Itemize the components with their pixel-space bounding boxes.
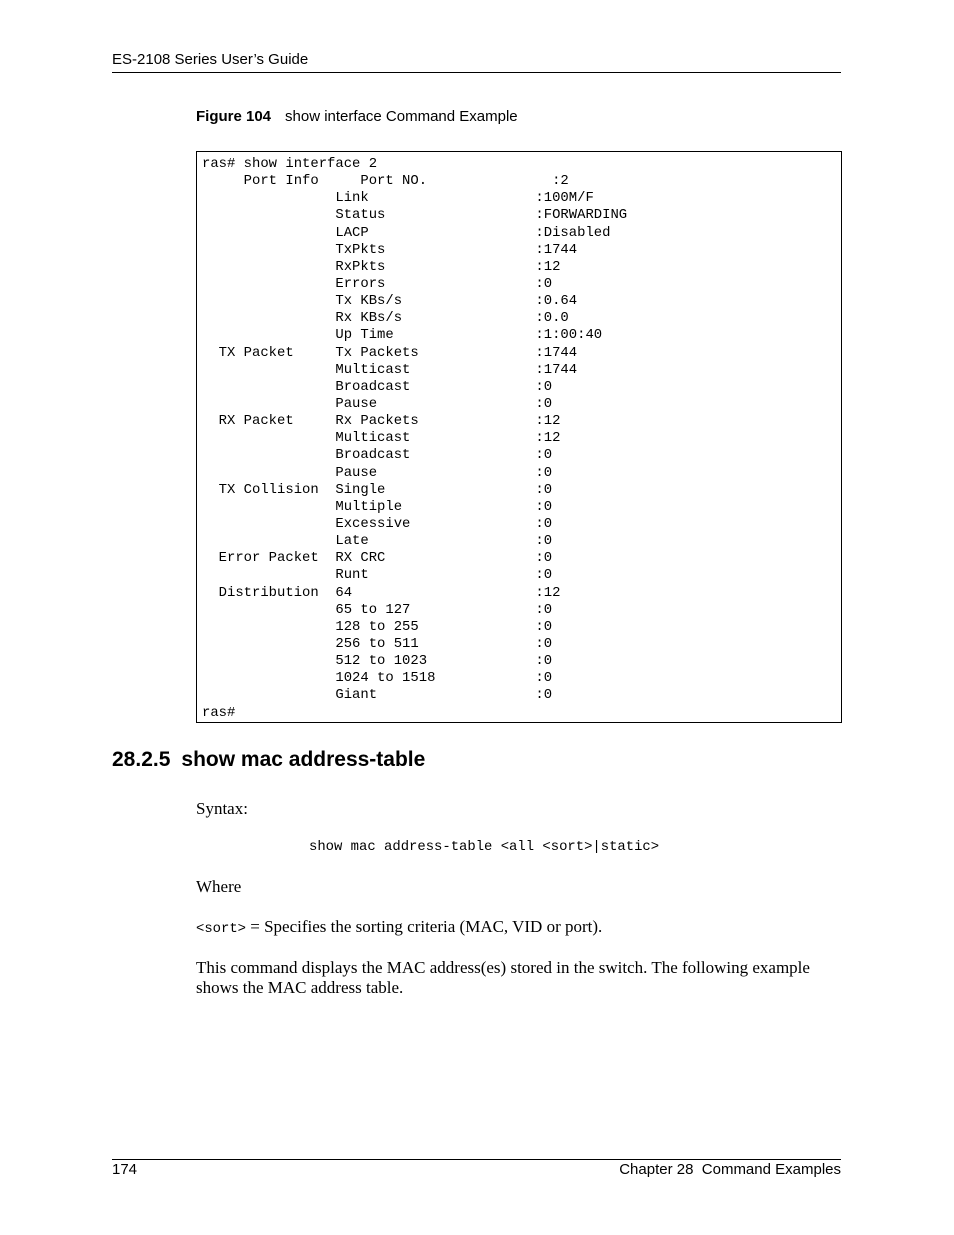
footer-divider [112,1159,841,1160]
code-example-box [196,151,842,723]
section-description: This command displays the MAC address(es) stored in the switch. The following example shows the MAC address table. [196,958,810,997]
header-divider [112,72,841,73]
parameter-description: = Specifies the sorting criteria (MAC, VID or port). [246,917,603,936]
figure-title: show interface Command Example [285,108,518,125]
section-title: show mac address-table [181,748,426,771]
figure-caption [196,108,518,125]
parameter-name: <sort> [196,921,247,937]
code-example: ras# show interface 2 Port Info Port NO. :2 Link :100M/F Status :FORWARDING LACP :Disabled TxPkts :1744 RxPkts :12 Errors :0 Tx KBs/s :0.64 Rx KBs/s :0.0 Up Time :1:00:40 TX Packet Tx Packets :1744 Multicast :1744 Broadcast :0 Pause :0 RX Packet Rx Packets :12 Multicast :12 Broadcast :0 Pause :0 TX Collision Single :0 Multiple :0 Excessive :0 Late :0 Error Packet RX CRC :0 Runt :0 Distribution 64 :12 65 to 127 :0 128 to 255 :0 256 to 511 :0 512 to 1023 :0 1024 to 1518 :0 Giant :0 ras# [202,156,628,721]
syntax-command: show mac address-table <all <sort>|static> [309,839,660,855]
where-label: Where [196,877,242,896]
running-header: ES-2108 Series User’s Guide [112,51,309,68]
section-heading [112,748,425,772]
parameter-definition [196,917,602,937]
syntax-label: Syntax: [196,799,248,818]
page-number: 174 [112,1161,138,1178]
section-number: 28.2.5 [112,748,171,771]
figure-label: Figure 104 [196,108,272,125]
footer-chapter: Chapter 28 Command Examples [619,1161,841,1178]
